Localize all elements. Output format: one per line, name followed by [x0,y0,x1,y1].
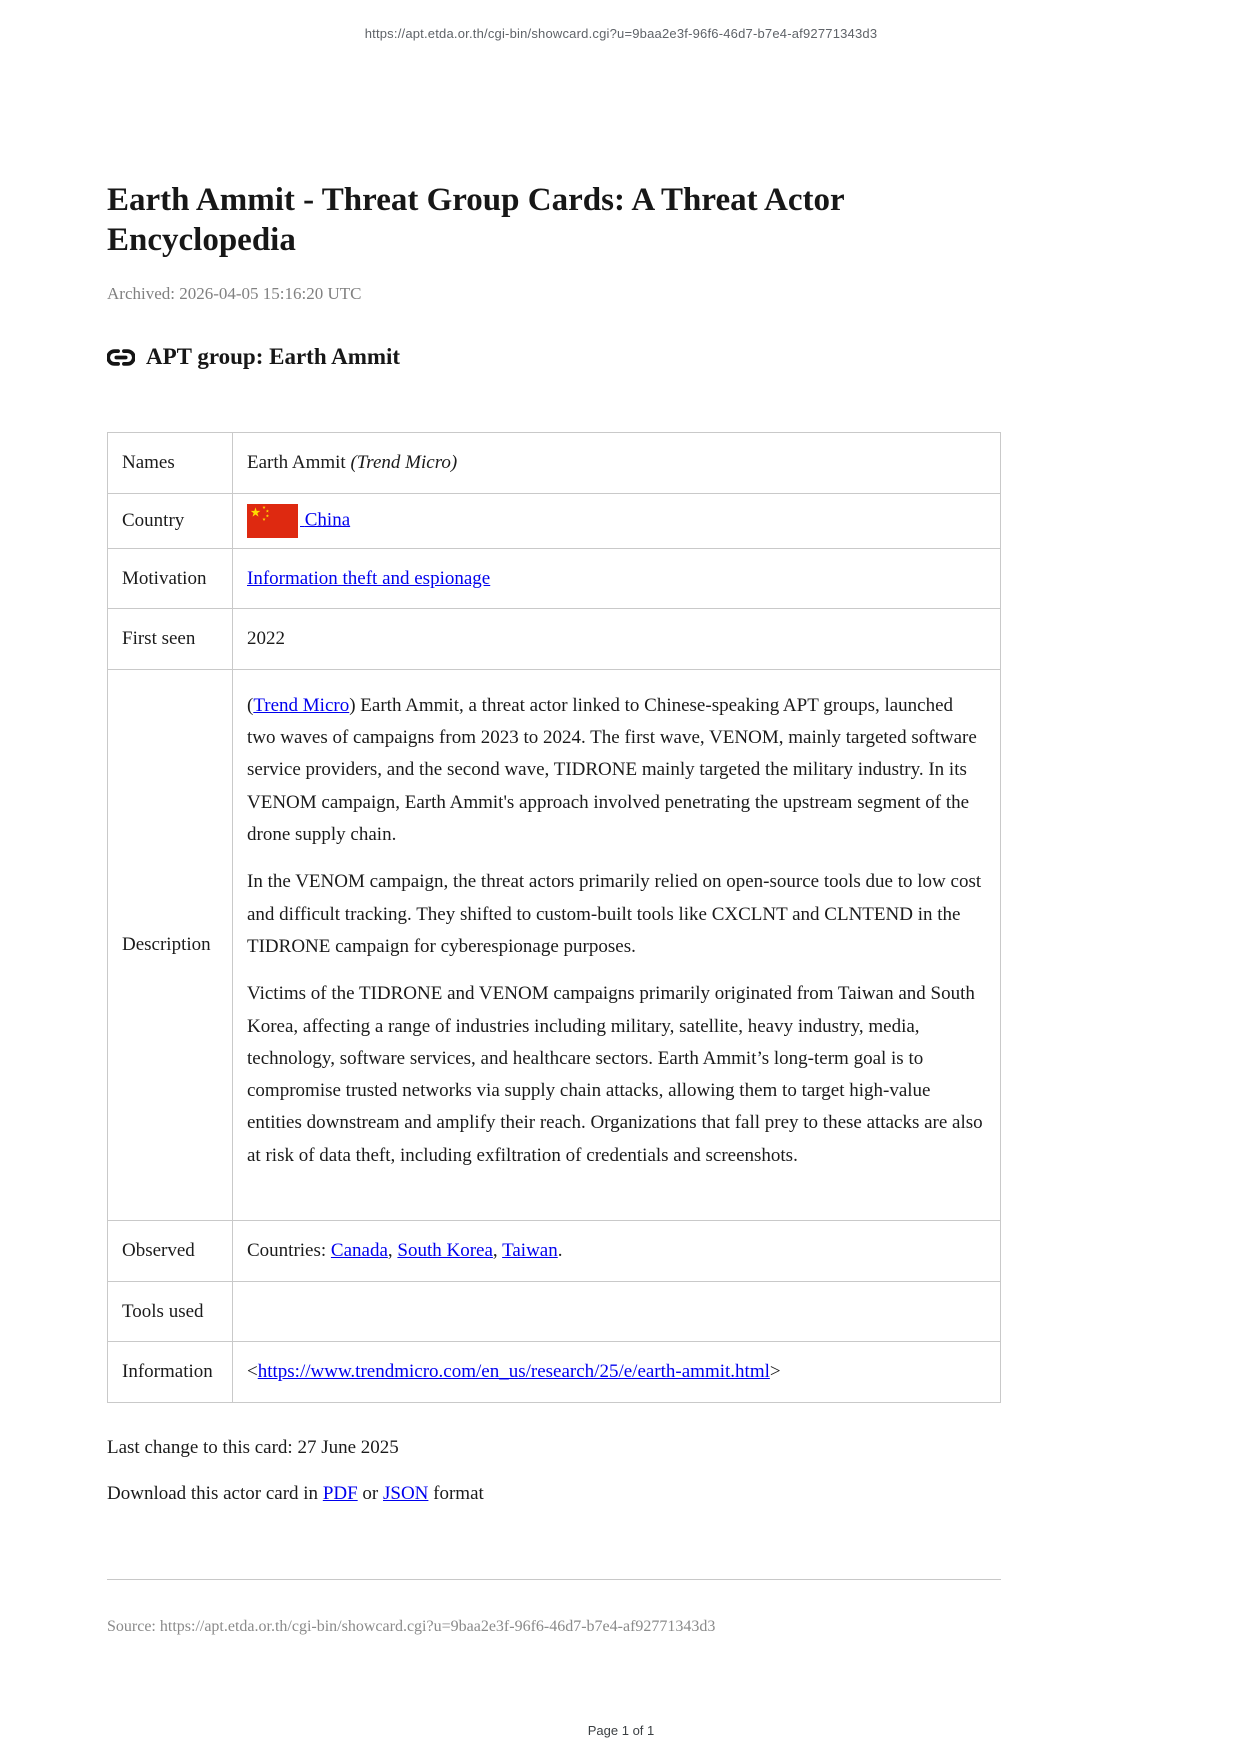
trend-micro-link[interactable]: Trend Micro [253,694,350,716]
download-or: or [357,1482,383,1504]
names-label: Names [108,433,233,494]
table-row-description [108,669,1001,1220]
table-row-first-seen [108,609,1001,670]
description-paragraph-2: In the VENOM campaign, the threat actors primarily relied on open-source tools due to low cost and difficult tracking. They shifted to custom-built tools like CXCLNT and CLNTEND in the TIDRONE campaign for cyberespionage purposes. [247,871,982,957]
tools-used-value [233,1281,1001,1342]
table-row-tools-used [108,1281,1001,1342]
motivation-link[interactable]: Information theft and espionage [247,567,491,589]
print-header-url: https://apt.etda.or.th/cgi-bin/showcard.cgi?u=9baa2e3f-96f6-46d7-b7e4-af92771343d3 [364,26,878,41]
apt-group-heading-text: APT group: Earth Ammit [146,344,401,370]
download-suffix: format [428,1482,484,1504]
description-value [233,669,1001,1220]
table-row-motivation [108,548,1001,609]
country-label: Country [108,493,233,548]
observed-link-south-korea[interactable]: South Korea [397,1239,493,1261]
table-row-observed [108,1220,1001,1281]
last-change-text: Last change to this card: 27 June 2025 [107,1436,399,1458]
information-link[interactable]: https://www.trendmicro.com/en_us/research/25/e/earth-ammit.html [257,1361,770,1383]
information-close-bracket: > [769,1361,781,1383]
country-link-text: China [304,509,351,531]
download-prefix: Download this actor card in [107,1482,323,1504]
observed-link-taiwan[interactable]: Taiwan [502,1239,558,1261]
desc-p1-rest: ) Earth Ammit, a threat actor linked to Chinese-speaking APT groups, launched two waves of campaigns from 2023 to 2024. The first wave, VENOM, mainly targeted software service providers, and the second wave, TIDRONE mainly targeted the military industry. In its VENOM campaign, Earth Ammit's approach involved penetrating the upstream segment of the drone supply chain. [247,694,977,846]
names-value [233,433,1001,494]
country-link[interactable] [247,509,350,530]
description-paragraph-3: Victims of the TIDRONE and VENOM campaigns primarily originated from Taiwan and South Korea, affecting a range of industries including military, satellite, heavy industry, media, technology, software services, and healthcare sectors. Earth Ammit’s long-term goal is to compromise trusted networks via supply chain attacks, allowing them to target high-value entities downstream and amplify their reach. Organizations that fall prey to these attacks are also at risk of data theft, including exfiltration of credentials and screenshots. [247,983,983,1166]
archived-timestamp: Archived: 2026-04-05 15:16:20 UTC [107,284,362,304]
apt-group-heading [107,344,1001,370]
description-label: Description [108,669,233,1220]
information-label: Information [108,1342,233,1403]
page-title: Earth Ammit - Threat Group Cards: A Threat Actor Encyclopedia [107,182,845,258]
country-value [233,493,1001,548]
names-value-note: (Trend Micro) [350,452,458,474]
information-value [233,1342,1001,1403]
download-pdf-link[interactable]: PDF [322,1482,358,1504]
tools-used-label: Tools used [108,1281,233,1342]
actor-card-table [107,432,1001,1402]
link-icon [107,348,135,367]
observed-value [233,1220,1001,1281]
table-row-information [108,1342,1001,1403]
observed-suffix: . [557,1239,563,1261]
observed-label: Observed [108,1220,233,1281]
information-open-bracket: < [247,1361,258,1383]
download-line [107,1483,1001,1505]
description-paragraph-1 [247,690,986,851]
observed-separator: , [492,1239,503,1261]
table-row-country [108,493,1001,548]
table-row-names [108,433,1001,494]
names-value-text: Earth Ammit [247,452,351,474]
observed-separator: , [387,1239,398,1261]
page-content [107,181,1001,1636]
motivation-value [233,548,1001,609]
desc-p1-open: ( [247,694,254,716]
footer-divider [107,1579,1001,1580]
first-seen-label: First seen [108,609,233,670]
first-seen-value: 2022 [233,609,1001,670]
download-json-link[interactable]: JSON [383,1482,429,1504]
source-url-text: Source: https://apt.etda.or.th/cgi-bin/showcard.cgi?u=9baa2e3f-96f6-46d7-b7e4-af92771343d3 [107,1617,716,1635]
print-footer-page-number: Page 1 of 1 [587,1723,655,1738]
observed-link-canada[interactable]: Canada [330,1239,388,1261]
observed-prefix: Countries: [247,1239,331,1261]
china-flag-icon [247,509,300,530]
motivation-label: Motivation [108,548,233,609]
